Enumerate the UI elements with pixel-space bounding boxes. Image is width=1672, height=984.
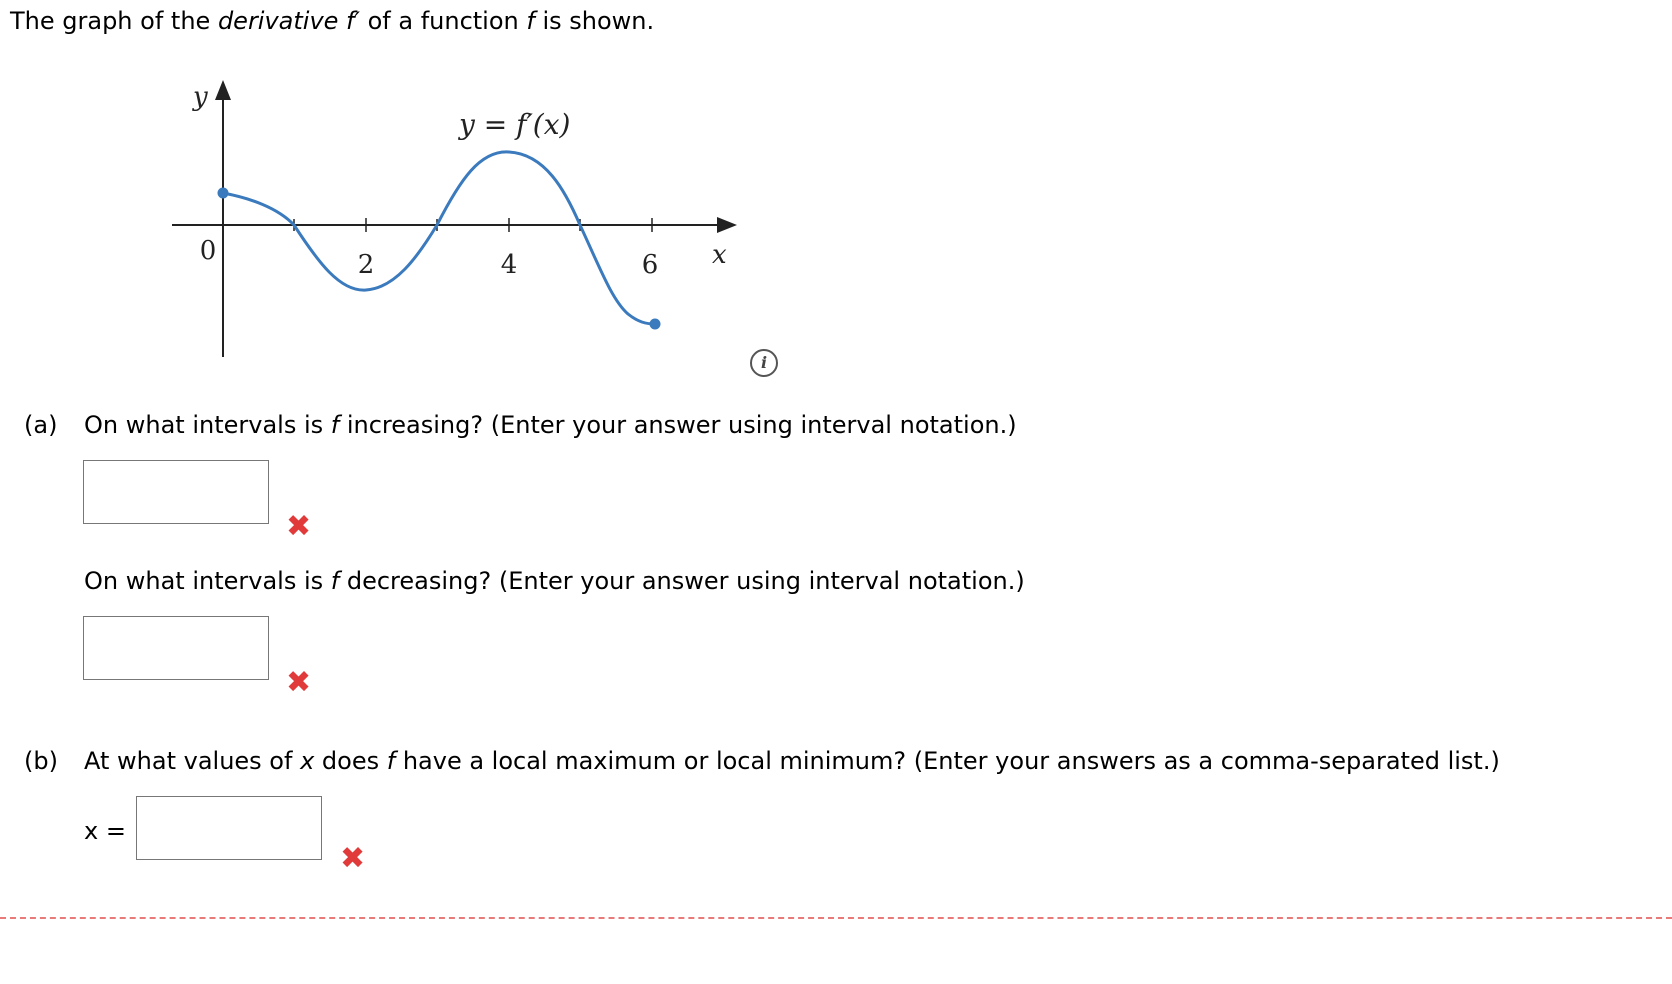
increasing-answer-input[interactable] xyxy=(83,460,269,524)
question-x: x xyxy=(300,747,315,775)
derivative-graph xyxy=(0,0,800,380)
question-f: f xyxy=(330,411,340,439)
question-text: On what intervals is xyxy=(84,411,331,439)
info-icon[interactable]: i xyxy=(750,349,778,377)
derivative-curve xyxy=(223,152,655,324)
section-divider xyxy=(0,917,1672,919)
incorrect-x-icon: ✖ xyxy=(286,665,312,700)
intro-emphasis: derivative f′ xyxy=(217,7,360,35)
question-f: f xyxy=(330,567,340,595)
question-decreasing xyxy=(84,564,1025,598)
question-increasing xyxy=(84,408,1017,442)
part-a-label: (a) xyxy=(24,411,58,439)
intro-text-middle: of a function xyxy=(359,7,527,35)
tick-label-0: 0 xyxy=(199,236,217,266)
incorrect-x-icon: ✖ xyxy=(286,509,312,544)
x-axis-label: x xyxy=(712,240,727,270)
curve-label: y = f′(x) xyxy=(459,108,571,141)
intro-text: The graph of the xyxy=(10,7,218,35)
question-text-rest: have a local maximum or local minimum? (Enter your answers as a comma-separated list.) xyxy=(395,747,1500,775)
question-text-middle: does xyxy=(314,747,387,775)
question-text-rest: increasing? (Enter your answer using interval notation.) xyxy=(339,411,1017,439)
question-text-rest: decreasing? (Enter your answer using interval notation.) xyxy=(339,567,1025,595)
question-f: f xyxy=(386,747,396,775)
question-extrema xyxy=(84,744,1500,778)
intro-text-suffix: is shown. xyxy=(534,7,655,35)
x-equals-label: x = xyxy=(84,817,126,845)
part-b-label: (b) xyxy=(24,747,58,775)
question-text: At what values of xyxy=(84,747,301,775)
extrema-answer-input[interactable] xyxy=(136,796,322,860)
incorrect-x-icon: ✖ xyxy=(340,841,366,876)
curve-start-point xyxy=(218,188,229,199)
decreasing-answer-input[interactable] xyxy=(83,616,269,680)
tick-label-4: 4 xyxy=(500,250,518,280)
tick-label-2: 2 xyxy=(357,250,375,280)
curve-end-point xyxy=(650,319,661,330)
question-text: On what intervals is xyxy=(84,567,331,595)
intro-f: f xyxy=(526,7,535,35)
tick-label-6: 6 xyxy=(641,250,659,280)
y-axis-label: y xyxy=(193,82,208,112)
